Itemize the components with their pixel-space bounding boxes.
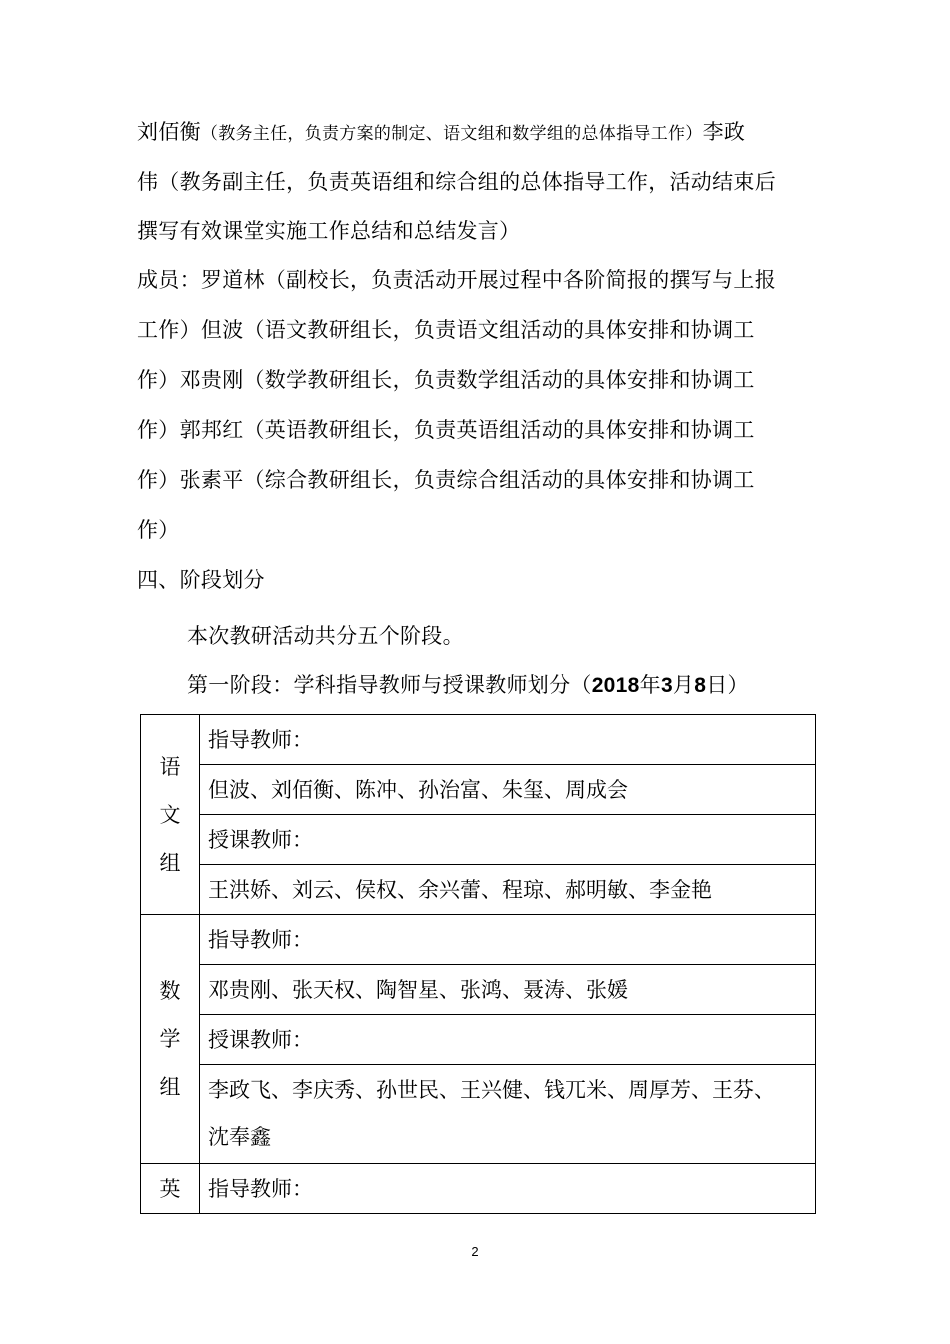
day-number: 8 — [694, 674, 707, 697]
guide-label-cell: 指导教师： — [200, 715, 816, 765]
group-cell-chinese: 语 文 组 — [141, 715, 200, 915]
paragraph-line: 本次教研活动共分五个阶段。 — [187, 624, 464, 648]
group-cell-english: 英 — [141, 1164, 200, 1214]
table-row — [141, 1065, 816, 1164]
teach-names-cell: 王洪娇、刘云、侯权、余兴蕾、程琼、郝明敏、李金艳 — [200, 865, 816, 915]
teach-names-line: 沈奉鑫 — [208, 1125, 271, 1149]
month-unit: 月 — [672, 673, 695, 697]
stage-text: 第一阶段：学科指导教师与授课教师划分（ — [187, 673, 592, 697]
paragraph-line: 工作）但波（语文教研组长，负责语文组活动的具体安排和协调工 — [137, 318, 755, 342]
table-row — [141, 715, 816, 765]
table-row — [141, 915, 816, 965]
group-cell-math: 数 学 组 — [141, 915, 200, 1164]
stage-heading — [187, 671, 749, 700]
paragraph-line: 伟（教务副主任，负责英语组和综合组的总体指导工作，活动结束后 — [137, 170, 776, 194]
table-row — [141, 865, 816, 915]
table-row — [141, 965, 816, 1015]
role-text: （教务主任，负责方案的制定、语文组和数学组的总体指导工作） — [200, 124, 703, 144]
guide-label-cell: 指导教师： — [200, 915, 816, 965]
paragraph-line: 撰写有效课堂实施工作总结和总结发言） — [137, 219, 521, 243]
guide-label-cell: 指导教师： — [200, 1164, 816, 1214]
table-row — [141, 815, 816, 865]
paragraph-line: 成员：罗道林（副校长，负责活动开展过程中各阶简报的撰写与上报 — [137, 268, 776, 292]
page-number: 2 — [471, 1244, 479, 1259]
teach-names-cell — [200, 1065, 816, 1164]
section-heading: 四、阶段划分 — [137, 568, 265, 592]
paragraph-line: 作）郭邦红（英语教研组长，负责英语组活动的具体安排和协调工 — [137, 418, 755, 442]
table-row — [141, 1164, 816, 1214]
name-text: 李政 — [702, 120, 746, 144]
table-row — [141, 765, 816, 815]
year-unit: 年 — [639, 673, 661, 697]
day-unit: 日） — [706, 673, 749, 697]
teach-label-cell: 授课教师： — [200, 815, 816, 865]
guide-names-cell: 邓贵刚、张天权、陶智星、张鸿、聂涛、张媛 — [200, 965, 816, 1015]
year-number: 2018 — [591, 674, 640, 697]
table-row — [141, 1015, 816, 1065]
paragraph-line — [137, 118, 745, 148]
name-text: 刘佰衡 — [137, 120, 201, 144]
paragraph-line: 作） — [137, 518, 180, 542]
paragraph-line: 作）邓贵刚（数学教研组长，负责数学组活动的具体安排和协调工 — [137, 368, 755, 392]
paragraph-line: 作）张素平（综合教研组长，负责综合组活动的具体安排和协调工 — [137, 468, 755, 492]
guide-names-cell: 但波、刘佰衡、陈冲、孙治富、朱玺、周成会 — [200, 765, 816, 815]
teacher-assignment-table — [140, 714, 816, 1214]
teach-label-cell: 授课教师： — [200, 1015, 816, 1065]
month-number: 3 — [660, 674, 673, 697]
teach-names-line: 李政飞、李庆秀、孙世民、王兴健、钱兀米、周厚芳、王芬、 — [208, 1078, 775, 1102]
